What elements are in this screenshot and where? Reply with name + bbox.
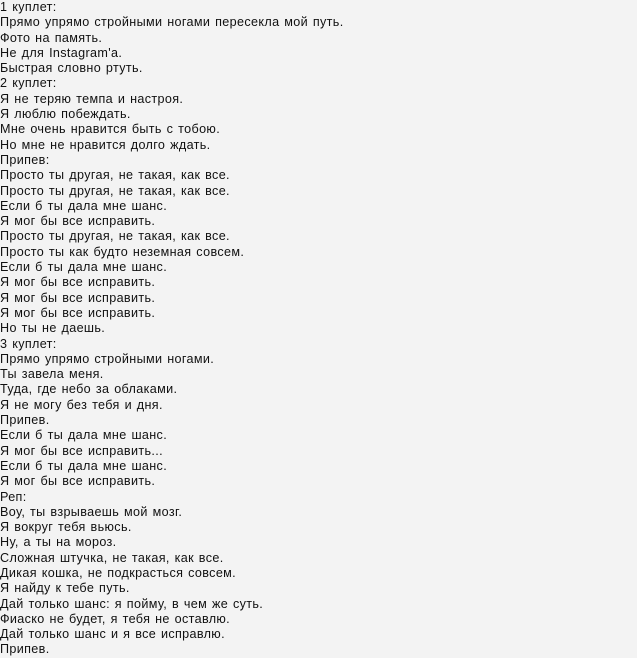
lyric-line: 2 куплет:: [0, 76, 57, 91]
lyric-line: Я мог бы все исправить.: [0, 290, 156, 305]
lyric-line: Я не могу без тебя и дня.: [0, 397, 163, 412]
lyric-line: Быстрая словно ртуть.: [0, 61, 143, 76]
lyric-line: Если б ты дала мне шанс.: [0, 260, 168, 275]
lyric-line: 1 куплет:: [0, 0, 57, 14]
lyric-line: Просто ты как будто неземная совсем.: [0, 244, 245, 259]
lyric-line: Но ты не даешь.: [0, 321, 106, 336]
lyric-line: Я мог бы все исправить.: [0, 474, 156, 489]
lyric-line: Прямо упрямо стройными ногами пересекла мой путь.: [0, 15, 344, 30]
lyric-line: Если б ты дала мне шанс.: [0, 198, 168, 213]
lyric-line: Но мне не нравится долго ждать.: [0, 137, 211, 152]
lyric-line: Припев.: [0, 413, 50, 428]
lyric-line: Если б ты дала мне шанс.: [0, 428, 168, 443]
lyric-line: Припев:: [0, 152, 50, 167]
lyric-line: 3 куплет:: [0, 336, 57, 351]
lyric-line: Воу, ты взрываешь мой мозг.: [0, 504, 183, 519]
lyric-line: Припев.: [0, 642, 50, 657]
lyric-line: Я мог бы все исправить.: [0, 305, 156, 320]
lyric-line: Ты завела меня.: [0, 367, 104, 382]
lyric-line: Я мог бы все исправить.: [0, 275, 156, 290]
lyric-line: Я вокруг тебя вьюсь.: [0, 520, 132, 535]
lyric-line: Дикая кошка, не подкрасться совсем.: [0, 565, 237, 580]
lyric-line: Дай только шанс и я все исправлю.: [0, 627, 225, 642]
lyric-line: Фото на память.: [0, 30, 103, 45]
lyric-line: Дай только шанс: я пойму, в чем же суть.: [0, 596, 264, 611]
lyric-line: Фиаско не будет, я тебя не оставлю.: [0, 611, 231, 626]
lyric-line: Я мог бы все исправить...: [0, 443, 163, 458]
lyric-line: Мне очень нравится быть с тобою.: [0, 122, 221, 137]
lyric-line: Не для Instagram'a.: [0, 45, 123, 60]
lyric-line: Я мог бы все исправить.: [0, 214, 156, 229]
lyric-line: Просто ты другая, не такая, как все.: [0, 183, 230, 198]
lyric-line: Туда, где небо за облаками.: [0, 382, 178, 397]
lyric-line: Я найду к тебе путь.: [0, 581, 130, 596]
lyric-line: Прямо упрямо стройными ногами.: [0, 351, 215, 366]
lyric-line: Просто ты другая, не такая, как все.: [0, 229, 230, 244]
lyric-line: Сложная штучка, не такая, как все.: [0, 550, 224, 565]
lyric-line: Если б ты дала мне шанс.: [0, 458, 168, 473]
lyric-line: Я не теряю темпа и настроя.: [0, 91, 184, 106]
lyric-line: Я люблю побеждать.: [0, 107, 131, 122]
lyric-line: Реп:: [0, 489, 27, 504]
lyric-line: Ну, а ты на мороз.: [0, 535, 117, 550]
lyric-line: Просто ты другая, не такая, как все.: [0, 168, 230, 183]
